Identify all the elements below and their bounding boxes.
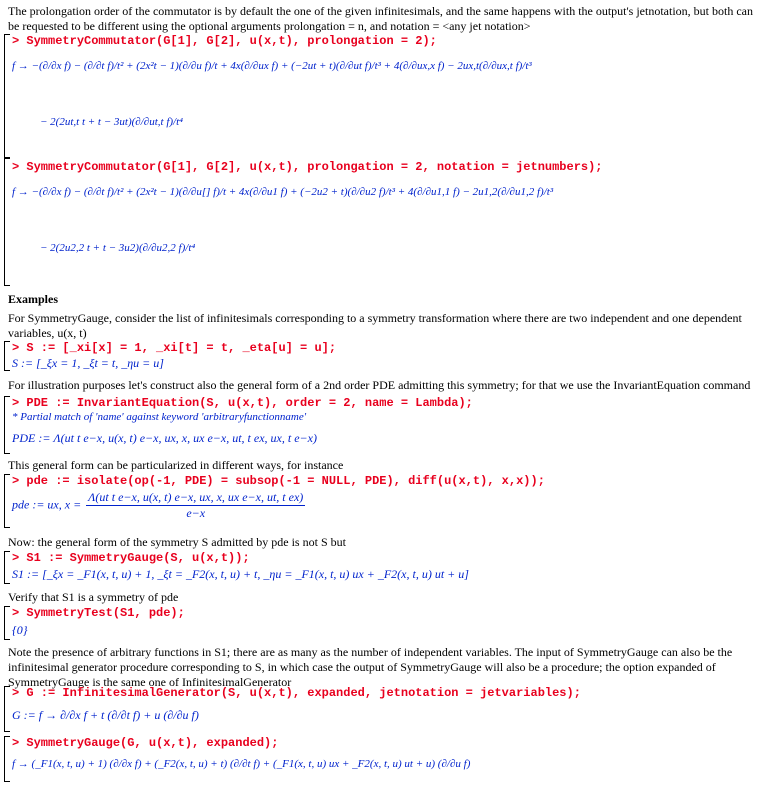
exec-group-9[interactable] [4, 736, 762, 782]
group-bracket [4, 474, 10, 528]
examples-text: For SymmetryGauge, consider the list of infinitesimals corresponding to a symmetry transformation where there are two independent and one dependent variables, u(x, t) [8, 311, 742, 340]
text-6: Now: the general form of the symmetry S admitted by pde is not S but [8, 535, 346, 549]
group-bracket [4, 606, 10, 640]
pde-fraction [86, 490, 305, 521]
text-4: For illustration purposes let's construct also the general form of a 2nd order PDE admitting this symmetry; for that we use the InvariantEquation command [8, 378, 751, 392]
input-line-3[interactable]: > S := [_xi[x] = 1, _xi[t] = t, _eta[u] = u]; [12, 341, 337, 355]
group-bracket [4, 158, 10, 286]
output-line-9: f → (_F1(x, t, u) + 1) (∂/∂x f) + (_F2(x, t, u) + t) (∂/∂t f) + (_F1(x, t, u) ux + _F2(x, t, u) ut + u) (∂/∂u f) [12, 758, 471, 770]
output-line-7: {0} [12, 623, 28, 637]
exec-group-8[interactable] [4, 686, 762, 732]
output-line-4: PDE := Λ(ut t e−x, u(x, t) e−x, ux, x, ux e−x, ut, t ex, ux, t e−x) [12, 431, 317, 445]
input-line-5[interactable]: > pde := isolate(op(-1, PDE) = subsop(-1 = NULL, PDE), diff(u(x,t), x,x)); [12, 474, 545, 488]
exec-group-7[interactable] [4, 606, 762, 640]
group-bracket [4, 686, 10, 732]
exec-group-5[interactable] [4, 474, 762, 528]
group-bracket [4, 396, 10, 454]
exec-group-2[interactable] [4, 158, 762, 286]
text-8: Note the presence of arbitrary functions in S1; there are as many as the number of independent variables. The input of SymmetryGauge can also be the infinitesimal generator procedure corresponding to S, in which case the output of SymmetryGauge will also be a procedure; the option expanded of SymmetryGauge is the same one of InfinitesimalGenerator [8, 645, 733, 689]
input-line-2[interactable]: > SymmetryCommutator(G[1], G[2], u(x,t), prolongation = 2, notation = jetnumbers); [12, 160, 603, 174]
group-bracket [4, 551, 10, 584]
examples-heading: Examples [8, 292, 59, 306]
intro-text: The prolongation order of the commutator is by default the one of the given infinitesimals, and the same happens with the output's jetnotation, but both can be requested to be different using the optional arguments prolongation = n, and notation = <any jet notation> [8, 4, 753, 33]
text-5: This general form can be particularized in different ways, for instance [8, 458, 344, 472]
exec-group-1[interactable] [4, 34, 762, 158]
input-line-4[interactable]: > PDE := InvariantEquation(S, u(x,t), order = 2, name = Lambda); [12, 396, 473, 410]
warning-line-4: * Partial match of 'name' against keyword 'arbitraryfunctionname' [12, 411, 307, 423]
exec-group-4[interactable] [4, 396, 762, 454]
output-line-6: S1 := [_ξx = _F1(x, t, u) + 1, _ξt = _F2(x, t, u) + t, _ηu = _F1(x, t, u) ux + _F2(x, t, u) ut + u] [12, 567, 469, 581]
input-line-6[interactable]: > S1 := SymmetryGauge(S, u(x,t)); [12, 551, 250, 565]
output-line-2a: f → −(∂/∂x f) − (∂/∂t f)/t² + (2x²t − 1)(∂/∂u[] f)/t + 4x(∂/∂u1 f) + (−2u2 + t)(∂/∂u2 f)/t³ + 4(∂/∂u1,1 f) − 2u1,2(∂/∂u1,2 f)/t³ [12, 186, 554, 198]
input-line-7[interactable]: > SymmetryTest(S1, pde); [12, 606, 185, 620]
exec-group-6[interactable] [4, 551, 762, 584]
output-line-3: S := [_ξx = 1, _ξt = t, _ηu = u] [12, 356, 164, 370]
output-line-5 [12, 490, 307, 521]
output-line-1a: f → −(∂/∂x f) − (∂/∂t f)/t² + (2x²t − 1)(∂/∂u f)/t + 4x(∂/∂ux f) + (−2ut + t)(∂/∂ut f)/t³ + 4(∂/∂ux,x f) − 2ux,t(∂/∂ux,t f)/t³ [12, 60, 532, 72]
output-line-8: G := f → ∂/∂x f + t (∂/∂t f) + u (∂/∂u f) [12, 708, 199, 722]
pde-denominator: e−x [186, 506, 206, 520]
group-bracket [4, 34, 10, 158]
text-7: Verify that S1 is a symmetry of pde [8, 590, 179, 604]
output-line-1b: − 2(2ut,t t + t − 3ut)(∂/∂ut,t f)/t⁴ [40, 116, 183, 128]
group-bracket [4, 341, 10, 371]
output-line-2b: − 2(2u2,2 t + t − 3u2)(∂/∂u2,2 f)/t⁴ [40, 242, 196, 254]
input-line-9[interactable]: > SymmetryGauge(G, u(x,t), expanded); [12, 736, 279, 750]
pde-lhs: pde := ux, x = [12, 497, 82, 512]
group-bracket [4, 736, 10, 782]
pde-numerator: Λ(ut t e−x, u(x, t) e−x, ux, x, ux e−x, ut, t ex) [88, 490, 304, 504]
input-line-8[interactable]: > G := InfinitesimalGenerator(S, u(x,t), expanded, jetnotation = jetvariables); [12, 686, 581, 700]
input-line-1[interactable]: > SymmetryCommutator(G[1], G[2], u(x,t), prolongation = 2); [12, 34, 437, 48]
exec-group-3[interactable] [4, 341, 762, 371]
